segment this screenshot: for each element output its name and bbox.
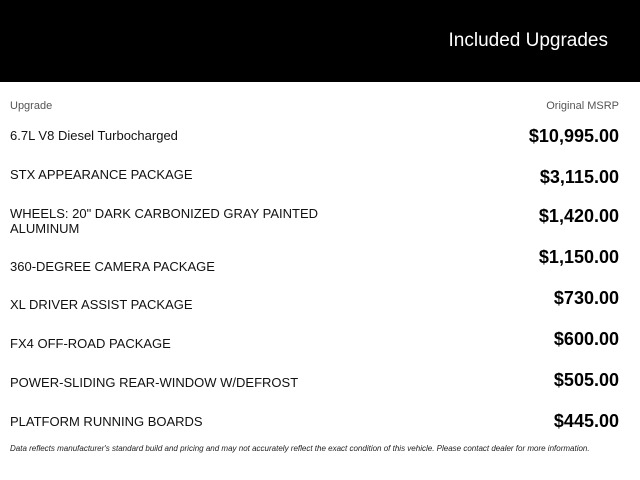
upgrade-name: 6.7L V8 Diesel Turbocharged <box>10 128 178 143</box>
upgrade-name: POWER-SLIDING REAR-WINDOW W/DEFROST <box>10 375 299 390</box>
upgrade-price: $600.00 <box>553 329 619 349</box>
upgrade-name: 360-DEGREE CAMERA PACKAGE <box>10 259 215 274</box>
upgrade-name: XL DRIVER ASSIST PACKAGE <box>10 297 193 312</box>
header-bar <box>0 0 640 82</box>
upgrade-name: PLATFORM RUNNING BOARDS <box>10 414 203 429</box>
upgrade-price: $1,150.00 <box>538 247 619 267</box>
upgrade-name: WHEELS: 20" DARK CARBONIZED GRAY PAINTED ALUMINUM <box>10 206 319 236</box>
upgrade-name: STX APPEARANCE PACKAGE <box>10 167 193 182</box>
upgrade-price: $445.00 <box>553 411 619 431</box>
upgrade-name: FX4 OFF-ROAD PACKAGE <box>10 336 171 351</box>
upgrade-price: $730.00 <box>553 288 619 308</box>
column-header-msrp: Original MSRP <box>546 100 619 112</box>
upgrade-price: $1,420.00 <box>538 206 619 226</box>
upgrade-price: $10,995.00 <box>528 126 619 146</box>
upgrade-price: $505.00 <box>553 370 619 390</box>
page-title: Included Upgrades <box>448 30 608 51</box>
upgrade-price: $3,115.00 <box>539 167 619 187</box>
disclaimer-text: Data reflects manufacturer's standard build and pricing and may not accurately reflect the exact condition of this vehicle. Please contact dealer for more information. <box>10 444 590 453</box>
column-header-upgrade: Upgrade <box>10 100 53 112</box>
